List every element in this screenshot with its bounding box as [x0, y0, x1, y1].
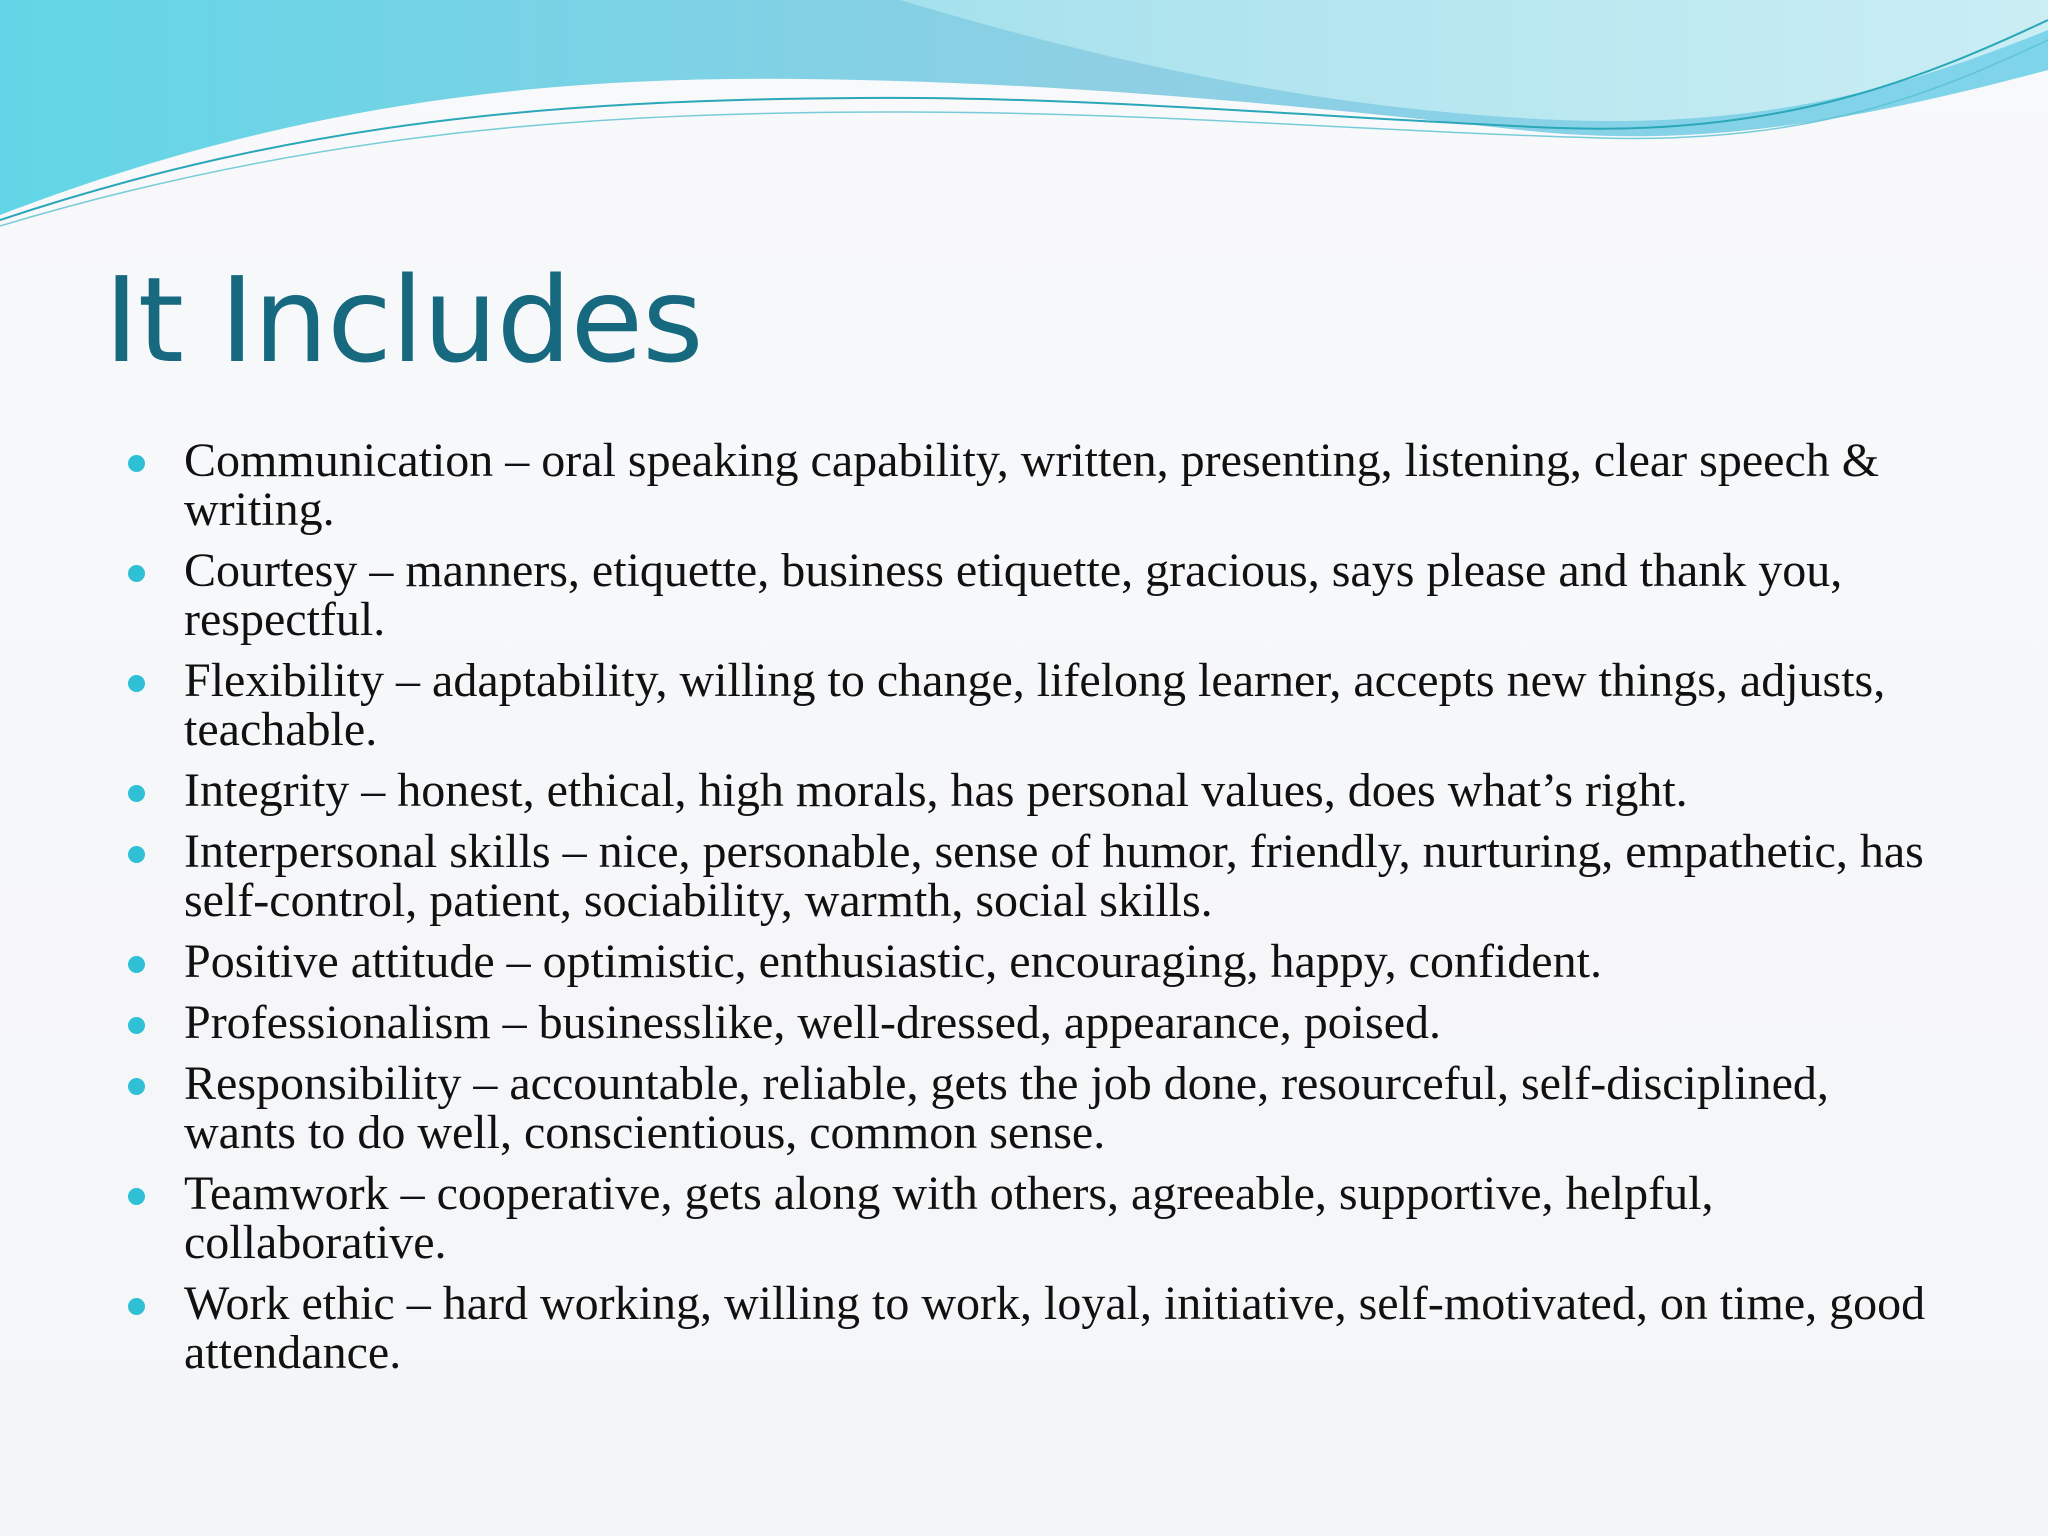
bullet-text: Interpersonal skills – nice, personable, sense of humor, friendly, nurturing, empathetic, has self-control, patient, sociability, warmth, social skills. [184, 825, 1924, 927]
bullet-item-integrity [124, 766, 1944, 815]
bullet-item-responsibility [124, 1059, 1944, 1157]
bullet-text: Communication – oral speaking capability, written, presenting, listening, clear speech & writing. [184, 434, 1880, 536]
bullet-dot-icon [128, 565, 145, 582]
bullet-text: Teamwork – cooperative, gets along with others, agreeable, supportive, helpful, collaborative. [184, 1167, 1714, 1269]
bullet-dot-icon [128, 785, 145, 802]
bullet-item-flexibility [124, 656, 1944, 754]
bullet-dot-icon [128, 1188, 145, 1205]
bullet-item-positive-attitude [124, 937, 1944, 986]
bullet-item-teamwork [124, 1169, 1944, 1267]
bullet-text: Responsibility – accountable, reliable, gets the job done, resourceful, self-disciplined, wants to do well, conscientious, common sense. [184, 1057, 1829, 1159]
slide-title: It Includes [104, 251, 703, 389]
bullet-dot-icon [128, 1078, 145, 1095]
bullet-item-work-ethic [124, 1279, 1944, 1377]
bullet-text: Flexibility – adaptability, willing to change, lifelong learner, accepts new things, adjusts, teachable. [184, 654, 1886, 756]
bullet-item-courtesy [124, 546, 1944, 644]
bullet-text: Positive attitude – optimistic, enthusiastic, encouraging, happy, confident. [184, 935, 1602, 988]
bullet-dot-icon [128, 1298, 145, 1315]
bullet-text: Work ethic – hard working, willing to work, loyal, initiative, self-motivated, on time, good attendance. [184, 1277, 1926, 1379]
bullet-item-interpersonal-skills [124, 827, 1944, 925]
bullet-item-professionalism [124, 998, 1944, 1047]
bullet-text: Professionalism – businesslike, well-dressed, appearance, poised. [184, 996, 1442, 1049]
bullet-list [124, 436, 1944, 1389]
bullet-dot-icon [128, 675, 145, 692]
bullet-item-communication [124, 436, 1944, 534]
bullet-dot-icon [128, 956, 145, 973]
bullet-dot-icon [128, 846, 145, 863]
bullet-dot-icon [128, 1017, 145, 1034]
bullet-dot-icon [128, 455, 145, 472]
bullet-text: Integrity – honest, ethical, high morals, has personal values, does what’s right. [184, 764, 1688, 817]
header-wave-decoration [0, 0, 2048, 240]
bullet-text: Courtesy – manners, etiquette, business etiquette, gracious, says please and thank you, respectful. [184, 544, 1843, 646]
